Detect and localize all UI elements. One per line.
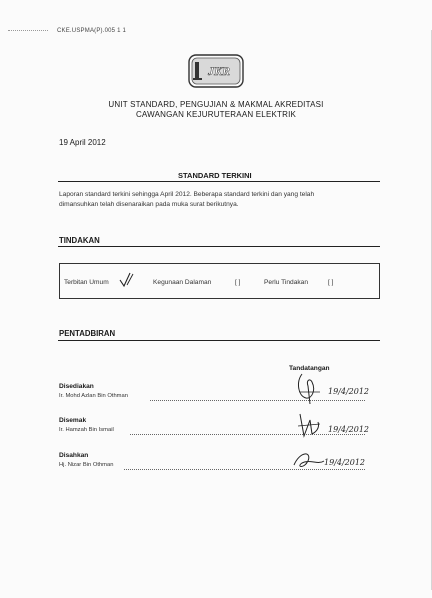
role-disemak: Disemak: [59, 417, 87, 424]
document-title: STANDARD TERKINI: [178, 171, 252, 180]
option-perlu-tindakan-label: Perlu Tindakan: [264, 279, 308, 286]
paragraph-line: Laporan standard terkini sehingga April 2012. Beberapa standard terkini dan yang telah: [59, 191, 315, 198]
pentadbiran-divider: [58, 340, 380, 341]
option-kegunaan-dalaman-label: Kegunaan Dalaman: [153, 279, 212, 286]
signature-column-header: Tandatangan: [289, 365, 330, 372]
signature-disahkan: [290, 447, 384, 477]
option-kegunaan-dalaman-checkbox: [ ]: [235, 279, 241, 286]
title-divider: [58, 181, 380, 182]
organization-name: UNIT STANDARD, PENGUJIAN & MAKMAL AKREDITASI: [108, 100, 324, 109]
scan-mark: [8, 30, 48, 31]
department-name: CAWANGAN KEJURUTERAAN ELEKTRIK: [135, 110, 297, 119]
tindakan-heading: TINDAKAN: [59, 236, 100, 245]
role-disahkan: Disahkan: [59, 452, 89, 459]
document-date: 19 April 2012: [59, 138, 106, 147]
svg-text:19/4/2012: 19/4/2012: [324, 458, 366, 467]
svg-text:19/4/2012: 19/4/2012: [328, 425, 370, 434]
jkr-logo: [188, 54, 244, 88]
role-disediakan: Disediakan: [59, 383, 94, 390]
intro-paragraph: [59, 190, 381, 210]
signature-disediakan: [294, 372, 384, 408]
option-terbitan-umum-label: Terbitan Umum: [64, 279, 109, 286]
name-disemak: Ir. Hamzah Bin Ismail: [59, 427, 114, 433]
signature-disemak: [296, 410, 388, 444]
checkmark-icon: [118, 271, 140, 289]
reference-code: CKE.USPMA(P).005 1 1: [57, 28, 127, 34]
paragraph-line: dimansuhkan telah disenaraikan pada muka surat berikutnya.: [59, 201, 239, 208]
name-disediakan: Ir. Mohd Azlan Bin Othman: [59, 393, 128, 399]
option-perlu-tindakan-checkbox: [ ]: [328, 279, 334, 286]
name-disahkan: Hj. Nizar Bin Othman: [59, 462, 114, 468]
pentadbiran-heading: PENTADBIRAN: [59, 329, 116, 338]
tindakan-divider: [58, 246, 380, 247]
svg-text:JKR: JKR: [207, 64, 231, 78]
svg-text:19/4/2012: 19/4/2012: [328, 387, 370, 396]
